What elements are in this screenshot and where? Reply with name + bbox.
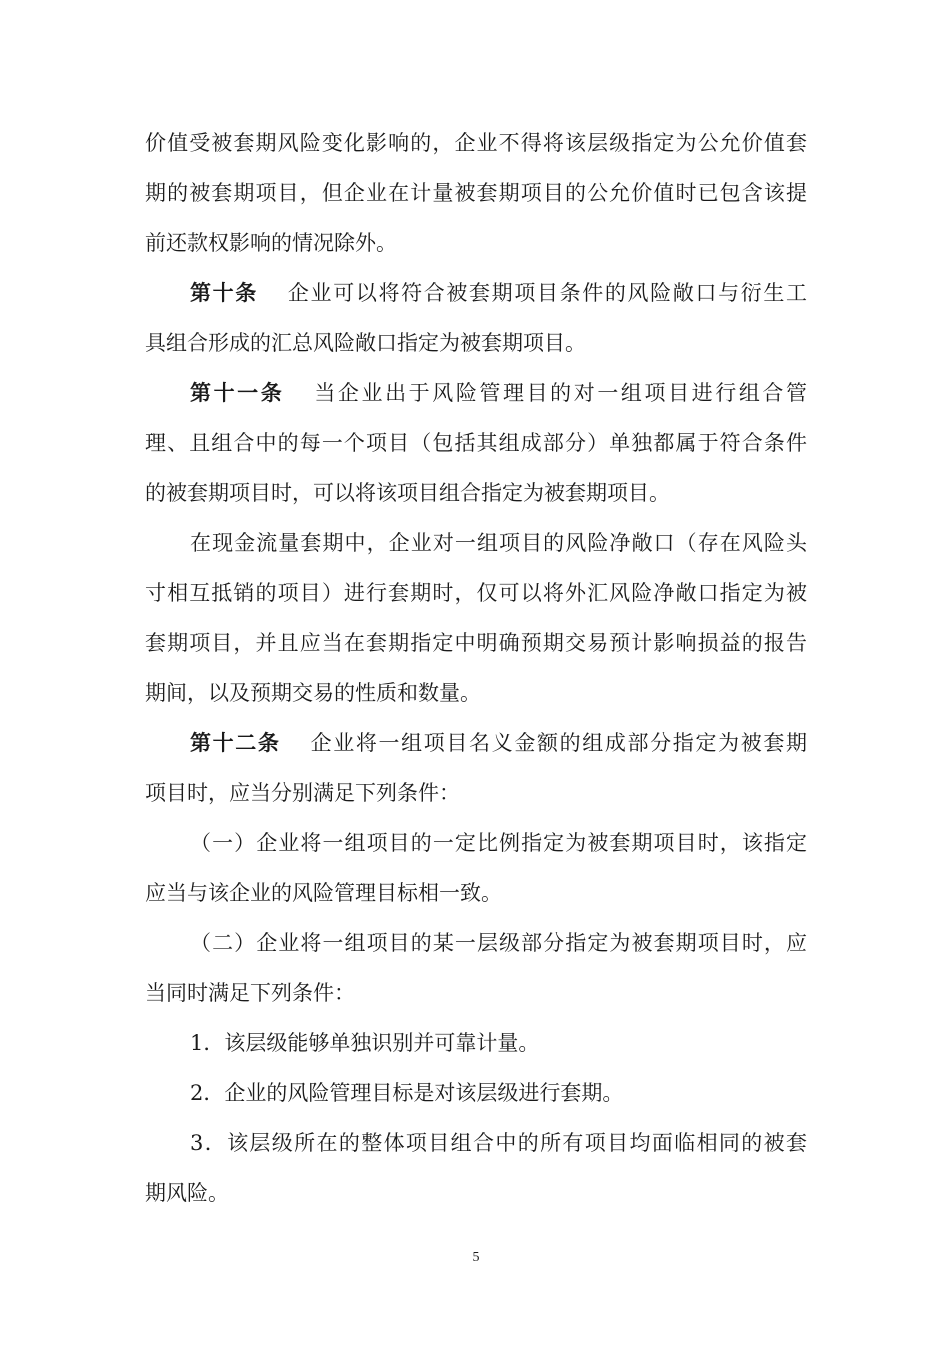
page-number: 5: [472, 1250, 480, 1265]
article-10-line: 具组合形成的汇总风险敞口指定为被套期项目。: [145, 331, 586, 355]
article-11-text: 当企业出于风险管理目的对一组项目进行组合管: [314, 381, 807, 405]
item-2-line: （二）企业将一组项目的某一层级部分指定为被套期项目时，应: [190, 931, 807, 955]
paragraph-line: 期的被套期项目，但企业在计量被套期项目的公允价值时已包含该提: [145, 181, 807, 205]
article-11-p2-line: 在现金流量套期中，企业对一组项目的风险净敞口（存在风险头: [190, 531, 807, 555]
article-11-p2-line: 寸相互抵销的项目）进行套期时，仅可以将外汇风险净敞口指定为被: [145, 581, 807, 605]
article-12-text: 企业将一组项目名义金额的组成部分指定为被套期: [310, 731, 807, 755]
article-12-line: [145, 718, 807, 768]
article-11-p2-line: 套期项目，并且应当在套期指定中明确预期交易预计影响损益的报告: [145, 631, 807, 655]
sub-item-1: 1．该层级能够单独识别并可靠计量。: [190, 1031, 540, 1055]
item-1-line: 应当与该企业的风险管理目标相一致。: [145, 881, 502, 905]
article-11-line: 理、且组合中的每一个项目（包括其组成部分）单独都属于符合条件: [145, 431, 807, 455]
article-10-heading: 第十条: [190, 281, 258, 305]
item-2-line: 当同时满足下列条件：: [145, 981, 355, 1005]
sub-item-3-line: 期风险。: [145, 1181, 229, 1205]
article-11-line: [145, 368, 807, 418]
paragraph-line: 价值受被套期风险变化影响的，企业不得将该层级指定为公允价值套: [145, 131, 807, 155]
article-11-heading: 第十一条: [190, 381, 285, 405]
paragraph-line: 前还款权影响的情况除外。: [145, 231, 397, 255]
sub-item-3-line: 3．该层级所在的整体项目组合中的所有项目均面临相同的被套: [190, 1131, 807, 1155]
article-12-heading: 第十二条: [190, 731, 281, 755]
article-12-line: 项目时，应当分别满足下列条件：: [145, 781, 460, 805]
article-10-line: [145, 268, 807, 318]
sub-item-2: 2．企业的风险管理目标是对该层级进行套期。: [190, 1081, 624, 1105]
item-1-line: （一）企业将一组项目的一定比例指定为被套期项目时，该指定: [190, 831, 807, 855]
article-11-p2-line: 期间，以及预期交易的性质和数量。: [145, 681, 481, 705]
article-10-text: 企业可以将符合被套期项目条件的风险敞口与衍生工: [287, 281, 807, 305]
document-body: [145, 118, 807, 1218]
article-11-line: 的被套期项目时，可以将该项目组合指定为被套期项目。: [145, 481, 670, 505]
